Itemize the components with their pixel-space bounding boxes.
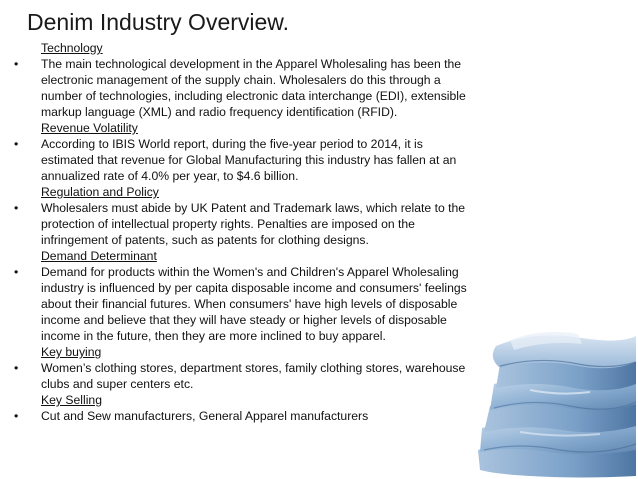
bullet-text-demand-determinant: Demand for products within the Women's and Children's Apparel Wholesaling industry is influenced by per capita disposable income and consumers' feelings about their financial futures. When consumers' have high levels of disposable income and believe that they will have steady or higher levels of disposable income in the future, then they are more inclined to buy apparel. (41, 265, 467, 343)
folded-jeans-stack-image (470, 300, 638, 479)
bullet-demand-determinant (14, 264, 479, 344)
slide-content (14, 40, 479, 424)
bullet-revenue-volatility (14, 136, 479, 184)
bullet-text-key-buying: Women’s clothing stores, department stores, family clothing stores, warehouse clubs and super centers etc. (41, 361, 466, 391)
bullet-dot: • (14, 265, 19, 279)
bullet-text-key-selling: Cut and Sew manufacturers, General Apparel manufacturers (41, 409, 369, 423)
heading-key-buying: Key buying (41, 345, 102, 359)
bullet-key-buying (14, 360, 479, 392)
heading-key-selling: Key Selling (41, 393, 102, 407)
bullet-key-selling (14, 408, 479, 424)
bullet-technology (14, 56, 479, 120)
bullet-dot: • (14, 201, 19, 215)
bullet-regulation-policy (14, 200, 479, 248)
bullet-dot: • (14, 361, 19, 375)
bullet-dot: • (14, 409, 19, 423)
heading-revenue-volatility: Revenue Volatility (41, 121, 138, 135)
bullet-dot: • (14, 137, 19, 151)
bullet-dot: • (14, 57, 19, 71)
heading-demand-determinant: Demand Determinant (41, 249, 157, 263)
bullet-text-regulation-policy: Wholesalers must abide by UK Patent and Trademark laws, which relate to the protection of intellectual property rights. Penalties are imposed on the infringement of patents, such as patents for clothing designs. (41, 201, 466, 247)
heading-regulation-policy: Regulation and Policy (41, 185, 159, 199)
bullet-text-revenue-volatility: According to IBIS World report, during the five-year period to 2014, it is estimated that revenue for Global Manufacturing this industry has fallen at an annualized rate of 4.0% per year, to $4.6 billion. (41, 137, 457, 183)
slide-title: Denim Industry Overview. (27, 9, 290, 35)
heading-technology: Technology (41, 41, 103, 55)
bullet-text-technology: The main technological development in the Apparel Wholesaling has been the electronic management of the supply chain. Wholesalers do this through a number of technologies, including electronic data interchange (EDI), extensible markup language (XML) and radio frequency identification (RFID). (41, 57, 466, 119)
